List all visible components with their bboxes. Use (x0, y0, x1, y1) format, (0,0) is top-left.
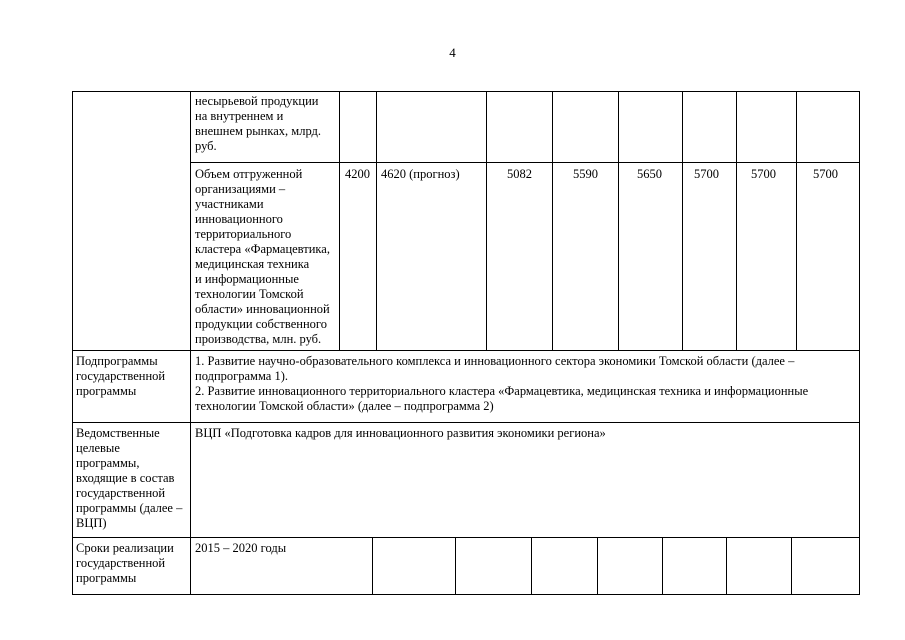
column-divider (372, 537, 373, 595)
label-column-divider (190, 91, 191, 595)
subprograms-text: 1. Развитие научно-образовательного комплекса и инновационного сектора экономики Томской области (далее – подпрограмма 1). 2. Развитие инновационного территориального кластера «Фармацевтика, медицинская техника и информационные технологии Томской области» (далее – подпрограмма 2) (195, 354, 809, 413)
value-cell: 5700 (813, 167, 838, 181)
value-cell: 5650 (637, 167, 662, 181)
column-divider (339, 91, 340, 351)
column-divider (662, 537, 663, 595)
value-cell: 5700 (751, 167, 776, 181)
column-divider (682, 91, 683, 351)
value-cell: 5590 (573, 167, 598, 181)
column-divider (736, 91, 737, 351)
table-border-left (72, 91, 73, 595)
column-divider (796, 91, 797, 351)
departmental-programs-label: Ведомственные целевые программы, входящие в состав государственной программы (далее – ВЦП) (76, 426, 183, 530)
value-cell: 5082 (507, 167, 532, 181)
column-divider (618, 91, 619, 351)
subprograms-label: Подпрограммы государственной программы (76, 354, 166, 398)
implementation-terms-text: 2015 – 2020 годы (195, 541, 287, 555)
column-divider (376, 91, 377, 351)
column-divider (486, 91, 487, 351)
table-border-right (859, 91, 860, 595)
indicator-volume-label: Объем отгруженной организациями – участниками инновационного территориального кластера «Фармацевтика, медицинская техника и информационные технологии Томской области» инновационной продукции собственного производства, млн. руб. (195, 167, 330, 346)
value-cell: 5700 (694, 167, 719, 181)
column-divider (597, 537, 598, 595)
implementation-terms-label: Сроки реализации государственной программы (76, 541, 174, 585)
value-cell: 4200 (345, 167, 370, 181)
column-divider (455, 537, 456, 595)
indicator-continued-label: несырьевой продукции на внутреннем и внешнем рынках, млрд. руб. (195, 94, 322, 153)
column-divider (552, 91, 553, 351)
column-divider (791, 537, 792, 595)
row-divider (190, 162, 860, 163)
page-number: 4 (449, 45, 456, 60)
departmental-programs-text: ВЦП «Подготовка кадров для инновационного развития экономики региона» (195, 426, 606, 440)
column-divider (726, 537, 727, 595)
value-cell: 4620 (прогноз) (381, 167, 460, 181)
column-divider (531, 537, 532, 595)
